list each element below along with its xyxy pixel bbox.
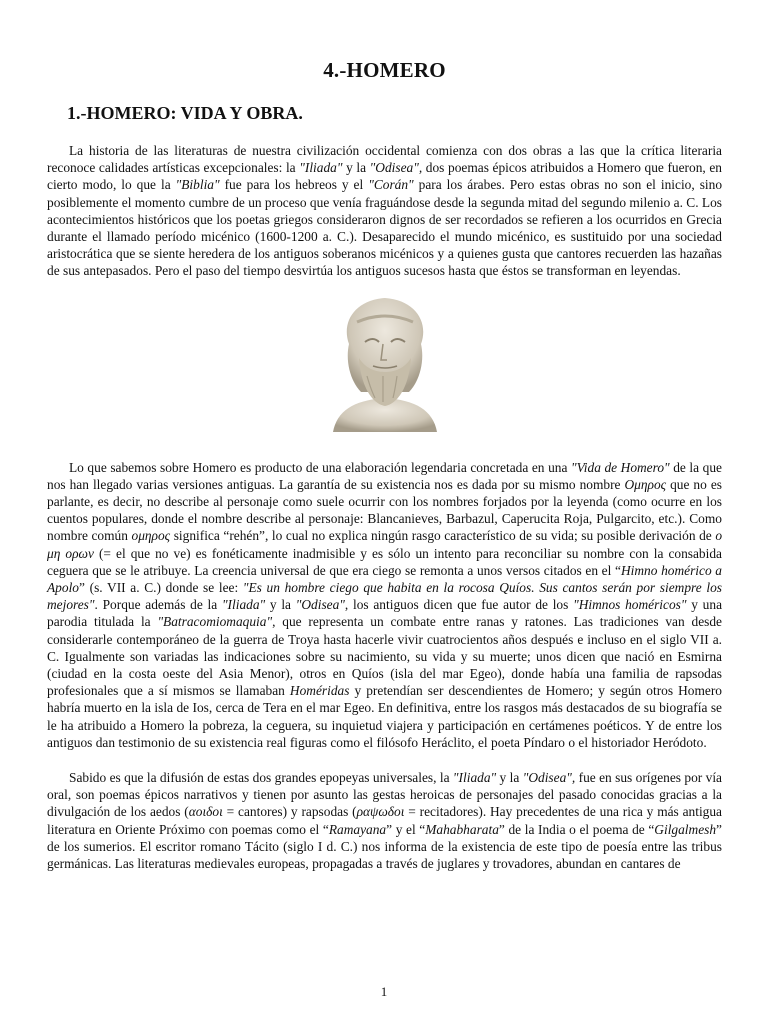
text-run: (= el que no ve) es fonéticamente inadmisible y es sólo un intento para reconciliar su nombre con la consabida ceguera que se le atribuye. La creencia universal de que era ciego se remonta a unos versos citados en el “ bbox=[47, 545, 722, 578]
work-title-gilgalmesh: Gilgalmesh bbox=[654, 821, 717, 837]
text-run: dos poemas épicos atribuidos a Homero que fueron, en cierto modo, lo que la bbox=[47, 160, 722, 193]
work-title-coran: "Corán" bbox=[368, 177, 414, 193]
text-run: , los antiguos dicen que fue autor de los bbox=[344, 597, 574, 613]
work-title-odisea: "Odisea", bbox=[522, 770, 576, 786]
text-run: fue en sus orígenes por vía oral, son poemas épicos narrativos y tienen por asunto las gestas heroicas de personajes del pasado conocidas gracias a la divulgación de los aedos ( bbox=[47, 770, 723, 820]
work-title-iliada: "Iliada" bbox=[452, 770, 497, 786]
work-title-himnos: "Himnos homéricos" bbox=[573, 597, 687, 613]
work-title-vida-de-homero: "Vida de Homero" bbox=[570, 459, 670, 475]
text-run: ” (s. VII a. C.) donde se lee: bbox=[79, 580, 243, 596]
text-run: que no es parlante, es decir, no describe al personaje como suele ocurrir con los nombres forjados por la leyenda (como ocurre en los cuentos populares, donde el nombre describe al personaje: Blancanieves, Barbazul, Caperucita Roja, Pulgarcito, etc.). Como nombre común bbox=[47, 476, 722, 544]
greek-word: αοιδοι bbox=[188, 804, 223, 820]
text-run: . Porque además de la bbox=[94, 597, 222, 613]
text-run: y pretendían ser descendientes de Homero; y según otros Homero habría muerto en la isla de Ios, cerca de Tera en el mar Egeo. En definitiva, entre los rasgos más destacados de su biografía se le ha atribuido a Homero la pobreza, la ceguera, su inquietud viajera y participación en certámenes poéticos. Y de entre los antiguos dan testimonio de su existencia real figuras como el filósofo Heráclito, el poeta Píndaro o el historiador Heródoto. bbox=[47, 683, 723, 750]
paragraph-oral-tradition bbox=[47, 769, 722, 872]
text-run: ” de la India o el poema de “ bbox=[498, 821, 655, 837]
greek-word: ραψωδοι bbox=[356, 804, 405, 820]
greek-word: ομηρος bbox=[131, 528, 171, 544]
text-run: = recitadores). Hay precedentes de una rica y más antigua literatura en Oriente Próximo con poemas como el “ bbox=[47, 804, 722, 837]
page-number: 1 bbox=[380, 984, 388, 999]
text-run: La historia de las literaturas de nuestra civilización occidental comienza con dos obras a las que la crítica literaria reconoce calidades artísticas excepcionales: la bbox=[47, 143, 722, 176]
paragraph-gap bbox=[47, 751, 722, 769]
text-run: de la que nos han llegado varias versiones antiguas. La garantía de su existencia nos es dada por su mismo nombre bbox=[47, 459, 722, 492]
text-run: Lo que sabemos sobre Homero es producto de una elaboración legendaria concretada en una bbox=[69, 459, 571, 475]
text-run: y la bbox=[265, 597, 296, 613]
paragraph-biography bbox=[47, 459, 722, 751]
greek-word: Ομηρος bbox=[624, 476, 667, 492]
text-run: ” y el “ bbox=[386, 821, 426, 837]
paragraph-intro bbox=[47, 142, 722, 280]
text-run: , que representa un combate entre ranas y ratones. Las tradiciones van desde considerarle contemporáneo de la guerra de Troya hasta hacerle vivir cuatrocientos años después e incluso en el siglo VII a. C. Igualmente son variadas las indicaciones sobre su nacimiento, su vida y su muerte; unos dicen que nació en Esmirna (ciudad en la costa oeste del Asia Menor), otros en Quíos (isla del mar Egeo), donde había una familia de rapsodas profesionales que a sí mismos se llamaban bbox=[47, 614, 722, 699]
work-title-ramayana: Ramayana bbox=[328, 821, 387, 837]
text-run: fue para los hebreos y el bbox=[219, 177, 369, 193]
homer-bust-image bbox=[325, 292, 445, 432]
work-title-odisea: "Odisea", bbox=[369, 160, 423, 176]
text-run: Sabido es que la difusión de estas dos grandes epopeyas universales, la bbox=[69, 770, 453, 786]
text-run: significa “rehén”, lo cual no explica ningún rasgo característico de su vida; su posible derivación de bbox=[170, 528, 716, 544]
section-title: 1.-HOMERO: VIDA Y OBRA. bbox=[67, 103, 303, 123]
text-run: = cantores) y rapsodas ( bbox=[222, 804, 357, 820]
work-title-batracomiomaquia: "Batracomiomaquia" bbox=[157, 614, 273, 630]
work-title-mahabharata: Mahabharata bbox=[425, 821, 499, 837]
page-title: 4.-HOMERO bbox=[323, 58, 446, 82]
text-run: y la bbox=[342, 160, 370, 176]
quotation: "Es un hombre ciego que habita en la rocosa Quíos. Sus cantos serán por siempre los mejores" bbox=[47, 580, 722, 613]
text-run: para los árabes. Pero estas obras no son el inicio, sino posiblemente el momento cumbre de un proceso que venía fraguándose desde la segunda mitad del segundo milenio a. C. Los acontecimientos históricos que los poetas griegos consideraron dignos de ser recordados se refieren a los ocurridos en Grecia durante el llamado período micénico (1600-1200 a. C.). Desaparecido el mundo micénico, es sustituido por una sociedad aristocrática que se siente heredera de los antiguos soberanos micénicos y a quienes gusta que cantores recuerden las hazañas de sus antepasados. Pero el paso del tiempo desvirtúa los antiguos sucesos hasta que éstos se transforman en leyendas. bbox=[47, 177, 723, 279]
work-title-iliada: "Iliada" bbox=[221, 597, 266, 613]
text-run: y una parodia titulada la bbox=[47, 597, 723, 630]
text-run: ” de los sumerios. El escritor romano Tácito (siglo I d. C.) nos informa de la existencia de este tipo de poesía entre las tribus germánicas. Las literaturas medievales europeas, propagadas a través de juglares y trovadores, abundan en cantares de bbox=[47, 821, 722, 872]
homer-bust-figure bbox=[47, 292, 722, 432]
work-title-biblia: "Biblia" bbox=[175, 177, 220, 193]
document-page bbox=[47, 58, 722, 872]
work-title-odisea: "Odisea" bbox=[295, 597, 345, 613]
text-run: y la bbox=[496, 770, 523, 786]
greek-word: ο μη ορων bbox=[47, 528, 723, 561]
term-homeridas: Homéridas bbox=[289, 683, 350, 699]
work-title-iliada: "Iliada" bbox=[299, 160, 343, 176]
work-title-himno: Himno homérico a Apolo bbox=[47, 562, 722, 596]
